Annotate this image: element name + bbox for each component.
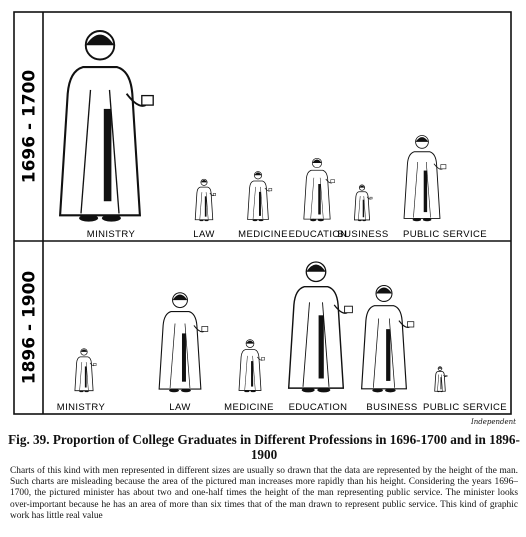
figure-1-1 <box>159 293 208 393</box>
figure-0-3 <box>304 158 335 221</box>
figure-0-0 <box>60 31 153 222</box>
figure-0-2 <box>248 172 272 222</box>
category-label-0-4: BUSINESS <box>337 229 389 240</box>
period-label-1: 1896 - 1900 <box>19 270 40 385</box>
category-label-1-4: BUSINESS <box>366 402 418 413</box>
credit-text: Independent <box>471 418 516 426</box>
category-label-0-1: LAW <box>193 229 215 240</box>
category-label-1-5: PUBLIC SERVICE <box>422 402 508 413</box>
category-label-1-0: MINISTRY <box>56 402 106 413</box>
category-label-1-1: LAW <box>169 402 191 413</box>
figure-caption: Charts of this kind with men represented in different sizes are usually so drawn that the data are represented by the height of the man. Such charts are misleading because the area of the pictured man increases more rapidly than his height. Considering the years 1696–1700, the pictured minister has about two and one-half times the height of the man representing public service. The minister looks over-important because he has an area of more than six times that of the man drawn to represent public service. This kind of graphic work has little real value <box>10 466 518 521</box>
figure-1-3 <box>289 262 353 392</box>
figure-0-4 <box>354 185 372 221</box>
figure-1-2 <box>239 340 265 393</box>
figure-1-5 <box>435 367 447 392</box>
category-label-1-3: EDUCATION <box>288 402 348 413</box>
figure-0-5 <box>404 136 446 222</box>
figure-title: Fig. 39. Proportion of College Graduates in Different Professions in 1696-1700 and in 1896-1900 <box>8 432 520 462</box>
figure-1-4 <box>362 285 414 392</box>
figure-0-1 <box>195 179 215 221</box>
category-label-0-5: PUBLIC SERVICE <box>402 229 488 240</box>
period-label-0: 1696 - 1700 <box>19 69 40 184</box>
category-label-0-2: MEDICINE <box>238 229 288 240</box>
figure-1-0 <box>75 349 96 392</box>
category-label-1-2: MEDICINE <box>224 402 274 413</box>
category-label-0-0: MINISTRY <box>86 229 136 240</box>
category-label-0-3: EDUCATION <box>288 229 348 240</box>
